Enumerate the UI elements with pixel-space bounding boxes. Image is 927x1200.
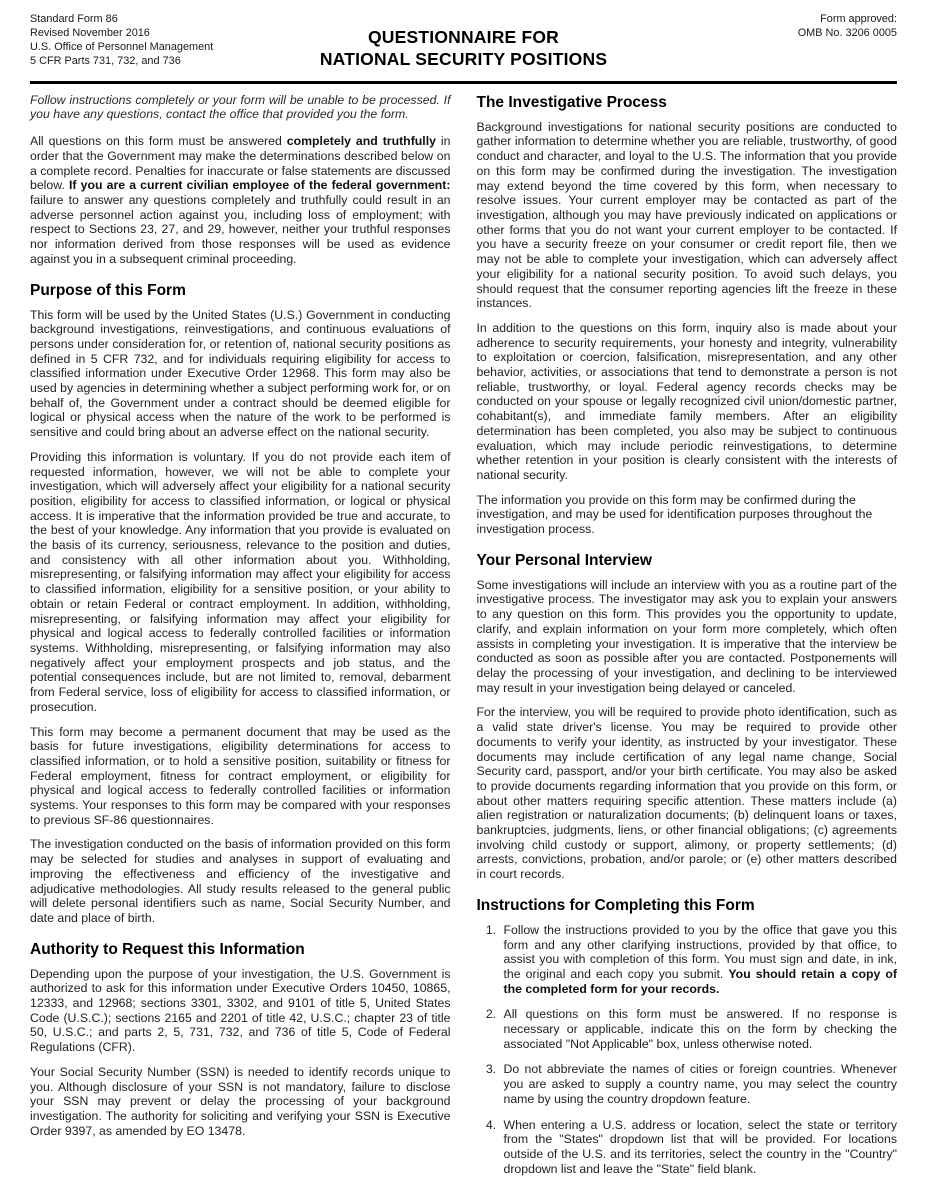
paragraph [477, 493, 898, 537]
agency-name: U.S. Office of Personnel Management [30, 40, 214, 53]
paragraph [30, 134, 451, 266]
header-rule [30, 81, 897, 84]
text-run: In addition to the questions on this form, inquiry also is made about your adherence to security requirements, your honesty and integrity, vulnerability to exploitation or coercion, falsification, misrepresentation, and any other behavior, activities, or associations that tend to demonstrate a person is not reliable, trustworthy, or loyal. Federal agency records checks may be conducted on your spouse or legally recognized civil union/domestic partner, cohabitant(s), and immediate family members. After an eligibility determination has been completed, you also may be subject to continuous evaluation, which may include periodic reinvestigations, to determine whether retention in your position is clearly consistent with the interests of national security. [476, 320, 897, 482]
paragraph [477, 705, 898, 881]
instruction-list-item [500, 1062, 898, 1106]
form-title [250, 13, 677, 71]
text-run: Providing this information is voluntary. If you do not provide each item of requested information, however, we will not be able to complete your investigation, which will adversely affect your eligibility for a national security position, eligibility for access to classified information, or logical or physical access. It is imperative that the information provided be true and accurate, to the best of your knowledge. Any information that you provide is evaluated on the basis of its currency, seriousness, relevance to the position and duties, and consistency with all other information about you. Withholding, misrepresenting, or falsifying information may affect your eligibility for access to classified information, eligibility for a sensitive position, or your ability to obtain or retain Federal or contract employment. In addition, withholding, misrepresenting, or falsifying information may affect your eligibility for physical and logical access to federally controlled facilities or information systems. Withholding, misrepresenting, or falsifying information may also negatively affect your employment prospects and job status, and the potential consequences include, but are not limited to, removal, debarment from Federal service, loss of eligibility for access to classified information, or prosecution. [30, 449, 451, 714]
text-run: Do not abbreviate the names of cities or foreign countries. Whenever you are asked to supply a country name, you may select the country name by using the country dropdown feature. [503, 1062, 897, 1106]
right-column [477, 93, 898, 1188]
instruction-list-item [500, 1118, 898, 1177]
text-run: When entering a U.S. address or location, select the state or territory from the "States" dropdown list that will be provided. For locations outside of the U.S. and its territories, select the country in the "Country" dropdown list and leave the "State" field blank. [503, 1117, 897, 1176]
section-heading: Authority to Request this Information [30, 940, 305, 958]
text-run: failure to answer any questions completely and truthfully could result in an adverse personnel action against you, including loss of employment; with respect to Sections 23, 27, and 29, however, neither your truthful responses nor information derived from those responses will be used as evidence against you in a subsequent criminal proceeding. [30, 193, 451, 266]
text-run: in order that the Government may make the determinations described below on a complete record. Penalties for inaccurate or false statements are discussed below. [30, 134, 451, 193]
paragraph [477, 578, 898, 696]
text-run: Background investigations for national security positions are conducted to gather information to determine whether you are reliable, trustworthy, of good conduct and character, and loyal to the U.S. The information that you provide on this form may be confirmed during the investigation. The investigation may extend beyond the time covered by this form, when necessary to resolve issues. Your current employer may be contacted as part of the investigation, although you may have previously indicated on applications or other forms that you do not want your current employer to be contacted. If you have a security freeze on your consumer or credit report file, then we may not be able to complete your investigation, which can adversely affect your eligibility for a national security position. To avoid such delays, you should request that the consumer reporting agencies lift the freeze in these instances. [476, 119, 897, 311]
instruction-list-item [500, 923, 898, 997]
two-column-body [30, 93, 897, 1188]
form-identification-block [30, 13, 250, 68]
paragraph [30, 725, 451, 828]
form-number: Standard Form 86 [30, 13, 118, 25]
instruction-list-item [500, 1007, 898, 1051]
paragraph [30, 837, 451, 925]
form-title-line-2: NATIONAL SECURITY POSITIONS [319, 49, 608, 70]
left-column [30, 93, 451, 1188]
text-run: Follow the instructions provided to you by the office that gave you this form and any other clarifying instructions, provided by that office, to assist you with completion of this form. You must sign and date, in ink, the original and each copy you submit. [503, 922, 897, 981]
paragraph [30, 450, 451, 715]
revision-date: Revised November 2016 [30, 26, 150, 39]
text-run: All questions on this form must be answered. If no response is necessary or applicable, indicate this on the form by checking the associated "Not Applicable" box, unless otherwise noted. [503, 1007, 897, 1051]
text-run: The investigation conducted on the basis of information provided on this form may be selected for studies and analyses in support of evaluating and improving the effectiveness and efficiency of the investigative and adjudicative methodologies. All study results released to the general public will delete personal identifiers such as name, Social Security Number, and date and place of birth. [30, 837, 451, 925]
section-heading: Purpose of this Form [30, 281, 186, 299]
paragraph [30, 1065, 451, 1139]
form-title-line-1: QUESTIONNAIRE FOR [367, 27, 560, 47]
text-run: This form may become a permanent document that may be used as the basis for future investigations, eligibility determinations for access to classified information, or to hold a sensitive position, suitability or fitness for Federal employment, fitness for contract employment, or eligibility for physical and logical access to federally controlled facilities or information systems. Your responses to this form may be compared with your responses to previous SF-86 questionnaires. [30, 724, 451, 827]
form-approved-label: Form approved: [820, 13, 897, 25]
bold-text-run: If you are a current civilian employee of the federal government: [69, 178, 451, 193]
text-run: This form will be used by the United States (U.S.) Government in conducting background investigations, reinvestigations, and continuous evaluations of persons under consideration for, or retention of, national security positions as defined in 5 CFR 732, and for individuals requiring eligibility for access to classified information under Executive Order 12968. This form may also be used by agencies in determining whether a subject performing work for, or on behalf of, the Government under a contract should be deemed eligible for logical or physical access when the nature of the work to be performed is sensitive and could bring about an adverse effect on the national security. [30, 307, 451, 440]
instruction-notice [30, 93, 451, 122]
text-run: Your Social Security Number (SSN) is needed to identify records unique to you. Although disclosure of your SSN is not mandatory, failure to disclose your SSN may prevent or delay the processing of your background investigation. The authority for soliciting and verifying your SSN is Executive Order 9397, as amended by EO 13478. [30, 1064, 451, 1138]
section-heading: Instructions for Completing this Form [476, 896, 755, 914]
italic-text-run: Follow instructions completely or your form will be unable to be processed. If you have any questions, contact the office that provided you the form. [30, 92, 451, 122]
section-heading: Your Personal Interview [476, 551, 652, 569]
paragraph [30, 967, 451, 1055]
section-heading: The Investigative Process [476, 93, 667, 111]
paragraph [477, 321, 898, 483]
paragraph [477, 120, 898, 311]
form-header [30, 13, 897, 71]
form-approval-block [677, 13, 897, 41]
text-run: All questions on this form must be answered [30, 134, 287, 149]
numbered-instruction-list [477, 923, 898, 1177]
omb-number: OMB No. 3206 0005 [797, 26, 897, 39]
text-run: For the interview, you will be required to provide photo identification, such as a valid state driver's license. You may be required to provide other documents to verify your identity, as instructed by your investigator. These documents may include certification of any legal name change, Social Security card, passport, and/or your birth certificate. You may also be asked to provide documents regarding information that you provide on this form, or about other matters requiring specific attention. These matters include (a) alien registration or naturalization documents; (b) delinquent loans or taxes, bankruptcies, judgments, liens, or other financial obligations; (c) agreements involving child custody or support, alimony, or property settlements; (d) arrests, convictions, probation, and/or parole; or (e) other matters described in court records. [476, 705, 897, 882]
paragraph [30, 308, 451, 440]
text-run: Depending upon the purpose of your investigation, the U.S. Government is authorized to ask for this information under Executive Orders 10450, 10865, 12333, and 12968; sections 3301, 3302, and 9101 of title 5, United States Code (U.S.C.); sections 2165 and 2201 of title 42, U.S.C.; chapter 23 of title 50, U.S.C.; and parts 2, 5, 731, 732, and 736 of title 5, Code of Federal Regulations (CFR). [30, 966, 451, 1055]
bold-text-run: completely and truthfully [286, 134, 436, 149]
text-run: The information you provide on this form may be confirmed during the investigation, and may be used for identification purposes throughout the investigation process. [476, 492, 873, 537]
cfr-parts: 5 CFR Parts 731, 732, and 736 [30, 54, 181, 67]
text-run: Some investigations will include an interview with you as a routine part of the investigative process. The investigator may ask you to explain your answers to any question on this form. This provides you the opportunity to update, clarify, and explain information on your form more completely, which often assists in completing your investigation. It is imperative that the interview be conducted as soon as possible after you are contacted. Postponements will delay the processing of your investigation, and declining to be interviewed may result in your investigation being delayed or canceled. [476, 577, 897, 695]
bold-text-run: You should retain a copy of the completed form for your records. [503, 966, 898, 996]
